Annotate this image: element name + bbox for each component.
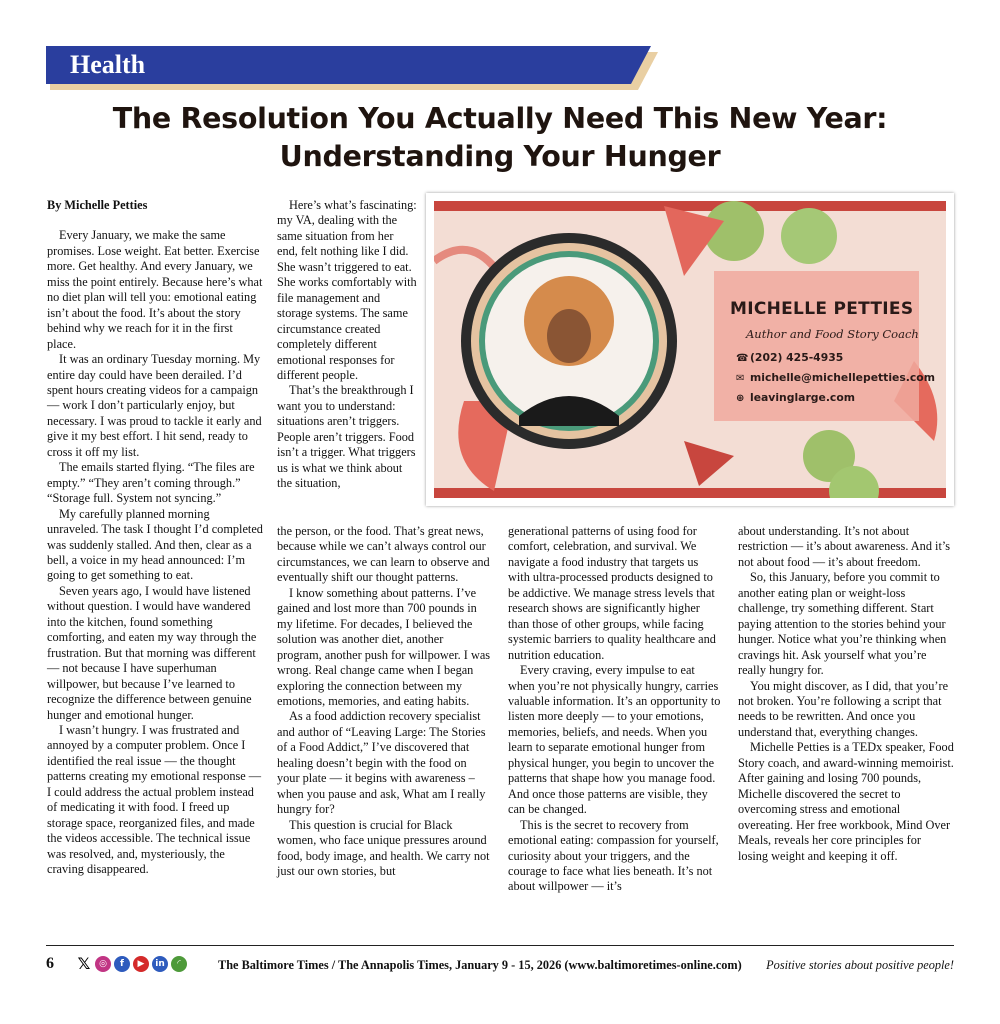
paragraph: Every craving, every impulse to eat when you’re not physically hungry, carries valuable information. It’s an opportunity to listen more deeply — to your emotions, memories, beliefs, and needs. When you learn to separate emotional hunger from physical hunger, you begin to uncover the patterns that shape how you manage food. And once those patterns are visible, they can be changed. xyxy=(508,663,721,817)
paragraph: Michelle Petties is a TEDx speaker, Food Story coach, and award-winning memoirist. After gaining and losing 700 pounds, Michelle discovered the secret to overcoming stress and emotional overeating. Her free workbook, Mind Over Meals, reveals her core principles for losing weight and keeping it off. xyxy=(738,740,954,863)
article-column-1 xyxy=(47,198,263,877)
phone-icon: ☎ xyxy=(736,353,749,364)
paragraph: The emails started flying. “The files are empty.” “They aren’t coming through.” “Storage full. System not syncing.” xyxy=(47,460,255,506)
watermelon-background-illustration xyxy=(434,201,946,498)
article-column-4 xyxy=(738,524,954,864)
paragraph: Every January, we make the same promises. Lose weight. Eat better. Exercise more. Get healthy. And every January, we miss the point entirely. Because here’s what no diet plan will tell you: emotional eating isn’t about the food. It’s about the story behind why we reach for it in the first place. xyxy=(47,228,263,351)
paragraph: I know something about patterns. I’ve gained and lost more than 700 pounds in my lifetime. For decades, I believed the solution was another diet, another program, another push for willpower. I was wrong. Real change came when I began exploring the connection between my emotions, memories, and eating habits. xyxy=(277,585,491,708)
section-label: Health xyxy=(70,50,146,79)
paragraph: As a food addiction recovery specialist and author of “Leaving Large: The Stories of a Food Addict,” I’ve discovered that healing doesn’t begin with the food on your plate — it begins with awareness – when you pause and ask, What am I really hungry for? xyxy=(277,709,486,817)
paragraph: Here’s what’s fascinating: my VA, dealing with the same situation from her end, felt nothing like I did. She wasn’t triggered to eat. She works comfortably with file management and storage systems. The same circumstance created completely different emotional responses for different people. xyxy=(277,198,417,382)
promo-email-text: michelle@michellepetties.com xyxy=(750,371,935,384)
promo-name: MICHELLE PETTIES xyxy=(730,299,914,319)
promo-phone xyxy=(736,351,843,364)
paragraph: My carefully planned morning unraveled. The task I thought I’d completed was suddenly stalled. And then, clear as a bell, a voice in my head announced: I’m going to get something to eat. xyxy=(47,506,263,583)
paragraph: It was an ordinary Tuesday morning. My entire day could have been derailed. I’d spent hours creating videos for a campaign — work I don’t particularly enjoy, but necessary. I was proud to tackle it early and give it my best effort. I hit send, ready to cross it off my list. xyxy=(47,352,262,459)
headline-line-1: The Resolution You Actually Need This New Year: xyxy=(112,102,888,135)
paragraph: I wasn’t hungry. I was frustrated and annoyed by a computer problem. Once I identified the real issue — the thought patterns creating my emotional response — I could address the actual problem instead of medicating it with food. I freed up storage space, reorganized files, and made the videos accessible. The technical issue was resolved, and, mysteriously, the craving disappeared. xyxy=(47,722,262,877)
linkedin-icon[interactable]: in xyxy=(152,956,168,972)
promo-web-text: leavinglarge.com xyxy=(750,391,855,404)
promo-card-artwork xyxy=(434,201,946,498)
youtube-icon[interactable]: ▶ xyxy=(133,956,149,972)
facebook-icon[interactable]: f xyxy=(114,956,130,972)
footer-divider xyxy=(46,945,954,946)
page-number: 6 xyxy=(46,955,54,972)
headline xyxy=(60,100,940,176)
article-column-3 xyxy=(508,524,722,895)
promo-phone-text: (202) 425-4935 xyxy=(750,351,844,364)
author-promo-card xyxy=(426,193,954,506)
publication-info: The Baltimore Times / The Annapolis Times, January 9 - 15, 2026 (www.baltimoretimes-online.com) xyxy=(218,958,742,972)
paragraph: That’s the breakthrough I want you to understand: situations aren’t triggers. People aren’t triggers. Food isn’t a trigger. What triggers us is what we think about the situation, xyxy=(277,383,416,491)
byline: By Michelle Petties xyxy=(47,198,148,212)
mail-icon: ✉ xyxy=(736,373,745,384)
paragraph: generational patterns of using food for comfort, celebration, and survival. We navigate a food industry that targets us with ultra-processed products designed to be addictive. We manage stress levels that research shows are significantly higher than those of other groups, while facing systemic barriers to quality healthcare and nutrition education. xyxy=(508,524,716,662)
promo-title: Author and Food Story Coach xyxy=(746,327,919,341)
paragraph: So, this January, before you commit to another eating plan or weight-loss challenge, try something different. Start paying attention to the stories behind your hunger. Notice what you’re thinking when cravings hit. Ask yourself what you’re really hungry for. xyxy=(738,570,947,678)
rss-icon[interactable]: ◜ xyxy=(171,956,187,972)
paragraph: Seven years ago, I would have listened without question. I would have wandered into the kitchen, found something comforting, and eaten my way through the frustration. But that morning was different — not because I have superhuman willpower, but because I’ve learned to recognize the difference between genuine hunger and emotional hunger. xyxy=(47,583,257,722)
promo-web xyxy=(736,391,855,404)
social-icons xyxy=(76,955,187,973)
paragraph: This question is crucial for Black women, who face unique pressures around food, body image, and health. We carry not just our own stories, but xyxy=(277,817,490,878)
promo-email xyxy=(736,371,935,384)
x-icon[interactable]: 𝕏 xyxy=(77,954,91,973)
article-column-2-top xyxy=(277,198,417,492)
instagram-icon[interactable]: ◎ xyxy=(95,956,111,972)
headline-line-2: Understanding Your Hunger xyxy=(279,140,721,173)
paragraph: You might discover, as I did, that you’re not broken. You’re following a script that needs to be rewritten. And once you understand that, everything changes. xyxy=(738,678,949,739)
tagline: Positive stories about positive people! xyxy=(766,958,954,972)
article-column-2-bottom xyxy=(277,524,491,879)
globe-icon: ⊕ xyxy=(736,393,745,404)
paragraph: the person, or the food. That’s great news, because while we can’t always control our circumstances, we can learn to observe and eventually shift our thought patterns. xyxy=(277,524,490,585)
paragraph: This is the secret to recovery from emotional eating: compassion for yourself, curiosity about your triggers, and the courage to face what lies beneath. It’s not about willpower — it’s xyxy=(508,817,719,894)
paragraph: about understanding. It’s not about restriction — it’s about awareness. And it’s not about food — it’s about freedom. xyxy=(738,524,951,569)
